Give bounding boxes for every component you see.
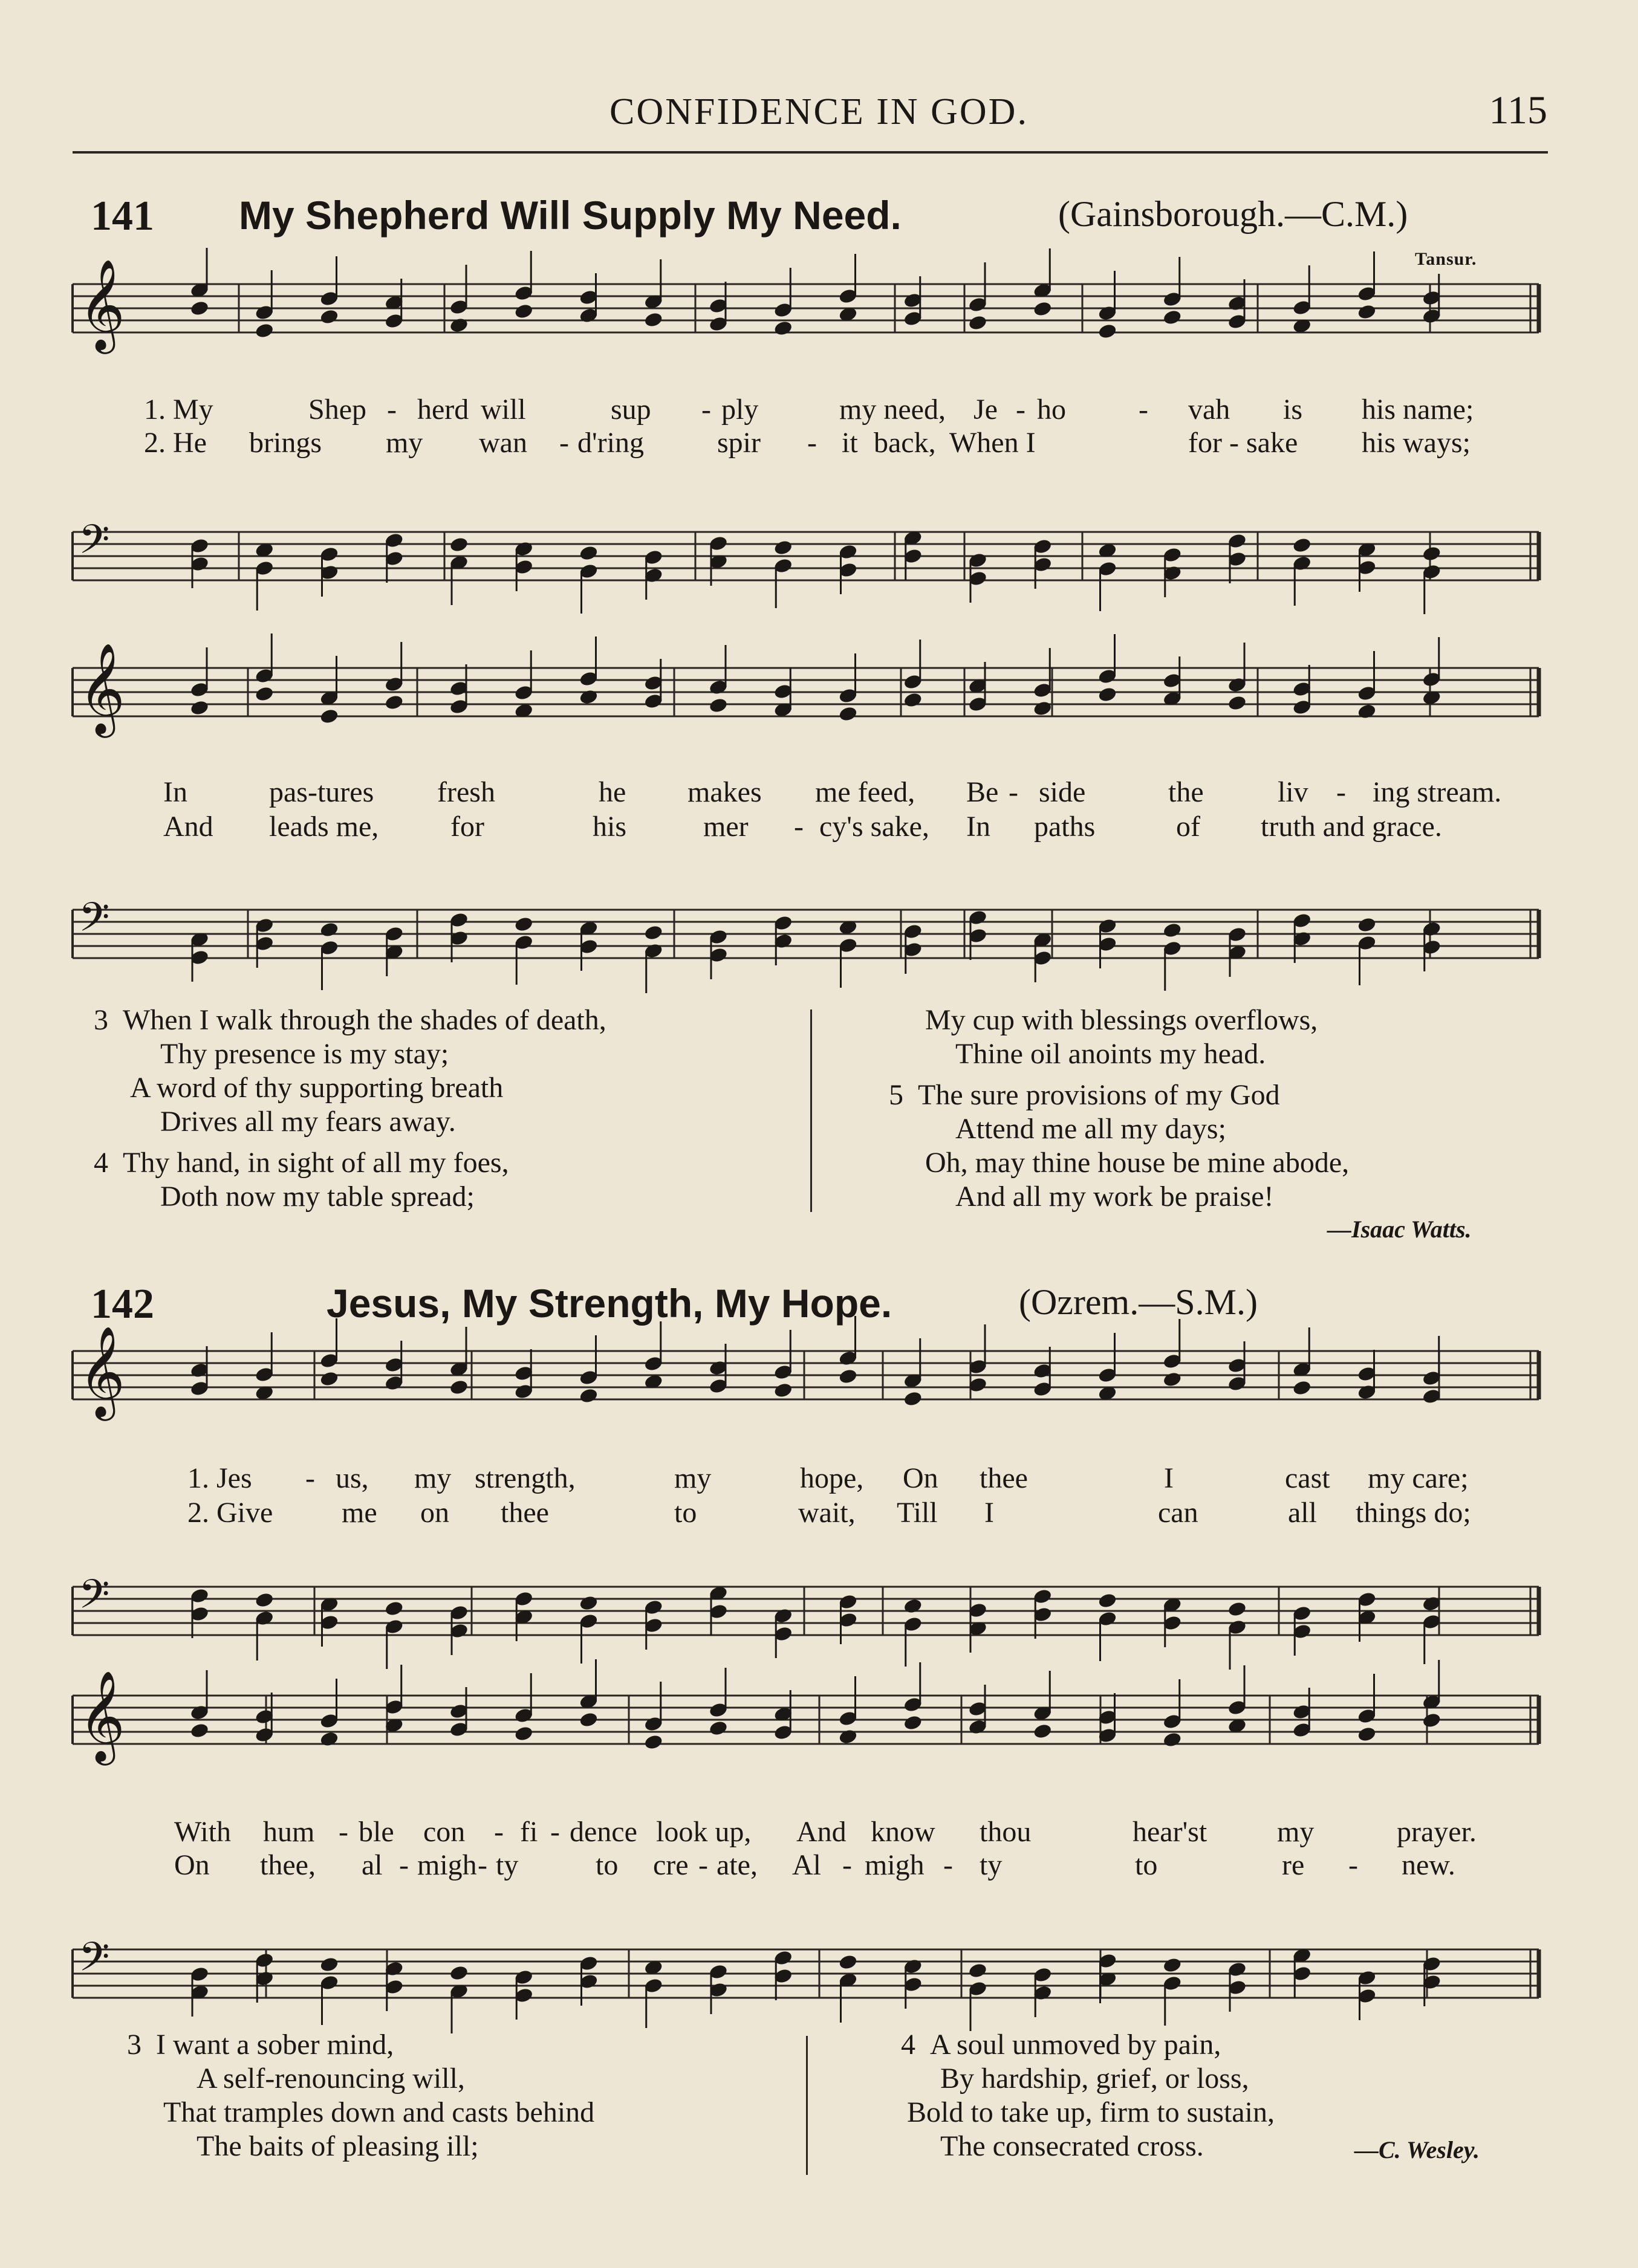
verse-line: Thine oil anoints my head. [955,1038,1266,1070]
syllable: thee, [260,1849,316,1881]
syllable: - [943,1849,953,1881]
syllable: - [305,1462,315,1494]
syllable: is [1283,394,1303,426]
note-head [1422,1712,1441,1729]
syllable: When I [949,427,1036,459]
syllable: cre [653,1849,689,1881]
note-head [189,1722,209,1739]
treble-clef-icon: 𝄞 [79,258,125,350]
syllable: Be [966,776,999,808]
note-head [773,320,793,337]
note-head [967,314,987,331]
syllable: truth and grace. [1261,811,1442,843]
syllable: wait, [798,1497,856,1529]
syllable: cast [1285,1462,1330,1494]
note-head [903,1390,923,1407]
note-head [319,1731,339,1748]
note-head [514,1725,534,1742]
syllable: things do; [1356,1497,1471,1529]
verse-line [889,1078,1554,1112]
note-head [838,705,858,722]
syllable: all [1288,1497,1317,1529]
bass-clef-icon: 𝄢 [79,1934,110,1990]
verse-line: The consecrated cross. [940,2130,1204,2162]
syllable: - [1336,776,1346,808]
syllable: - [339,1816,348,1848]
verse-line: A self-renouncing will, [197,2062,465,2095]
page-number: 115 [1489,88,1547,132]
treble-clef-icon: 𝄞 [79,1670,125,1761]
syllable: for - sake [1188,427,1298,459]
note-head [449,536,469,553]
note-head [1422,545,1441,562]
bass-clef-icon: 𝄢 [79,894,110,950]
note-head [1162,1371,1182,1388]
syllable: liv [1278,776,1308,808]
syllable: hope, [800,1462,864,1494]
note-head [1357,916,1377,933]
note-head [579,1595,599,1612]
syllable: al [362,1849,383,1881]
bass-clef-icon: 𝄢 [79,1571,110,1627]
syllable: new. [1402,1849,1455,1881]
syllable: thee [980,1462,1028,1494]
syllable: Till [897,1497,938,1529]
note-head [1227,1601,1247,1618]
note-head [449,1379,469,1396]
note-head [579,688,599,705]
running-head: CONFIDENCE IN GOD. [609,91,1029,132]
note-head [319,921,339,938]
verse-text: The sure provisions of my God [918,1079,1280,1111]
syllable: can [1158,1497,1198,1529]
syllable: strength, [475,1462,576,1494]
note-head [643,311,663,328]
syllable: vah [1188,394,1230,426]
syllable: know [871,1816,935,1848]
syllable: wan [479,427,527,459]
hymn-141-sys2-line1 [0,776,1638,812]
syllable: migh [417,1849,477,1881]
syllable: herd [417,394,469,426]
hymn-141-sys1-line1 [0,393,1638,429]
syllable: will [481,394,526,426]
hymn-142-title: Jesus, My Strength, My Hope. [327,1281,892,1326]
syllable: he [599,776,626,808]
hymn-142-sys1-line2 [0,1496,1638,1532]
syllable: Al [792,1849,821,1881]
syllable: sup [611,394,651,426]
syllable: dence [570,1816,637,1848]
syllable: In [966,811,990,843]
note-head [1357,703,1377,720]
syllable: - [698,1849,708,1881]
syllable: - [1009,776,1018,808]
verse-number: 3 [94,1004,108,1036]
hymn-142-sys2-line1 [0,1815,1638,1852]
note-head [1292,537,1312,554]
note-head [255,685,275,702]
syllable: the [1168,776,1204,808]
syllable: - [1348,1849,1358,1881]
syllable: me [342,1497,377,1529]
syllable: ty [496,1849,519,1881]
syllable: leads me, [269,811,379,843]
verse-number: 5 [889,1079,903,1111]
note-head [903,1598,923,1615]
hymn-141-sys1-line2 [0,426,1638,462]
verse-line: A word of thy supporting breath [130,1072,504,1104]
verse-line [901,2028,1566,2062]
verse-line: And all my work be praise! [955,1181,1274,1213]
syllable: ing stream. [1373,776,1502,808]
syllable: mer [703,811,749,843]
note-head [255,1592,275,1609]
hymn-142-sys2-line2 [0,1848,1638,1885]
syllable: - [387,394,397,426]
syllable: ho [1037,394,1066,426]
syllable: makes [687,776,762,808]
note-head [1033,1723,1053,1740]
note-head [189,699,209,716]
syllable: I [1164,1462,1174,1494]
syllable: Je [973,394,998,426]
note-head [449,317,469,334]
hymn-141-author: —Isaac Watts. [1327,1216,1472,1243]
syllable: to [674,1497,697,1529]
verse-line: Doth now my table spread; [160,1181,475,1213]
syllable: ply [721,394,759,426]
syllable: my [674,1462,712,1494]
verse-line: My cup with blessings overflows, [925,1004,1318,1036]
syllable: my need, [839,394,946,426]
note-head [1357,303,1377,320]
verse-line: The baits of pleasing ill; [197,2130,479,2162]
syllable: side [1039,776,1086,808]
note-head [514,916,534,933]
note-head [838,1368,858,1385]
syllable: In [163,776,187,808]
note-head [643,1734,663,1751]
syllable: fi [520,1816,538,1848]
treble-clef-icon: 𝄞 [79,642,125,734]
verse-divider [806,2036,808,2175]
note-head [319,1370,339,1387]
note-head [1162,922,1182,939]
syllable: And [163,811,213,843]
note-head [1162,309,1182,326]
syllable: my [1277,1816,1315,1848]
syllable: fresh [437,776,495,808]
note-head [1162,1957,1182,1974]
hymn-141-sys2-line2 [0,810,1638,846]
note-head [579,1711,599,1728]
syllable: my care; [1368,1462,1469,1494]
syllable: - [794,811,804,843]
verse-text: A soul unmoved by pain, [930,2029,1221,2061]
note-head [773,1382,793,1399]
syllable: - [807,427,817,459]
syllable: thou [980,1816,1032,1848]
note-head [1033,300,1053,317]
syllable: migh [865,1849,925,1881]
syllable: con [423,1816,466,1848]
note-head [838,1954,858,1971]
syllable: 1. Jes [187,1462,252,1494]
syllable: his [593,811,627,843]
note-head [384,1600,404,1617]
syllable: hum [263,1816,315,1848]
syllable: us, [336,1462,369,1494]
note-head [319,1956,339,1973]
note-head [838,1728,858,1745]
note-head [1097,1592,1117,1609]
hymn-141-number: 141 [91,193,154,239]
syllable: on [420,1497,449,1529]
note-head [773,539,793,556]
syllable: 2. Give [187,1497,273,1529]
note-head [1033,700,1053,717]
syllable: of [1176,811,1200,843]
syllable: my [386,427,423,459]
syllable: On [903,1462,938,1494]
verse-number: 4 [901,2029,915,2061]
verse-text: Thy hand, in sight of all my foes, [123,1147,509,1179]
syllable: - [550,1816,560,1848]
syllable: back, [874,427,936,459]
syllable: hear'st [1133,1816,1207,1848]
syllable: spir [717,427,761,459]
syllable: thee [501,1497,549,1529]
syllable: - [701,394,711,426]
syllable: d'ring [577,427,644,459]
syllable: ate, [717,1849,758,1881]
verse-line: That tramples down and casts behind [163,2096,595,2128]
note-head [708,1720,728,1737]
syllable: With [174,1816,232,1848]
syllable: - [1139,394,1148,426]
syllable: - [478,1849,487,1881]
note-head [579,1387,599,1404]
syllable: look up, [656,1816,752,1848]
syllable: Shep [308,394,366,426]
verse-line: Bold to take up, firm to sustain, [907,2096,1275,2128]
syllable: ty [980,1849,1003,1881]
note-head [579,545,599,562]
syllable: prayer. [1397,1816,1477,1848]
note-head [708,697,728,714]
verse-line: By hardship, grief, or loss, [940,2062,1249,2095]
note-head [1357,1726,1377,1743]
treble-clef-icon: 𝄞 [79,1325,125,1417]
hymn-141-verses-right [889,1003,1554,1214]
note-head [967,1962,987,1979]
note-head [1097,323,1117,340]
note-head [903,1714,923,1731]
syllable: And [796,1816,847,1848]
note-head [1227,695,1247,711]
syllable: - [1016,394,1025,426]
verse-divider [810,1009,812,1212]
verse-line [127,2028,792,2062]
note-head [255,322,275,339]
hymn-142-author: —C. Wesley. [1354,2136,1480,2163]
hymn-141-tune: (Gainsborough.—C.M.) [1058,194,1408,234]
syllable: brings [249,427,322,459]
syllable: 2. He [144,427,207,459]
note-head [189,300,209,317]
note-head [449,1965,469,1981]
syllable: his name; [1362,394,1474,426]
syllable: my [414,1462,452,1494]
syllable: ble [359,1816,394,1848]
syllable: I [984,1497,994,1529]
syllable: his ways; [1362,427,1471,459]
syllable: pas-tures [269,776,374,808]
verse-text: I want a sober mind, [156,2029,394,2061]
hymn-141-title: My Shepherd Will Supply My Need. [239,193,902,238]
note-head [643,924,663,941]
syllable: it [842,427,858,459]
hymn-142-sys1-line1 [0,1462,1638,1498]
hymn-142-number: 142 [91,1281,154,1327]
note-head [1162,1731,1182,1748]
note-head [1097,686,1117,703]
note-head [1292,1379,1312,1396]
syllable: 1. My [144,394,213,426]
verse-line: Thy presence is my stay; [160,1038,449,1070]
hymn-141-verses-left [94,1003,795,1214]
hymn-142-verses-left [127,2028,792,2163]
verse-number: 4 [94,1147,108,1179]
verse-line: Oh, may thine house be mine abode, [925,1147,1350,1179]
syllable: re [1282,1849,1305,1881]
verse-line [94,1003,795,1037]
syllable: for [450,811,484,843]
hymn-141-composer: Tansur. [1415,249,1477,269]
syllable: On [174,1849,210,1881]
syllable: to [1135,1849,1158,1881]
note-head [319,708,339,725]
syllable: to [596,1849,619,1881]
verse-line: Attend me all my days; [955,1113,1226,1145]
syllable: me feed, [815,776,915,808]
syllable: paths [1034,811,1096,843]
note-head [319,308,339,325]
syllable: - [559,427,569,459]
note-head [903,692,923,708]
verse-number: 3 [127,2029,141,2061]
syllable: - [842,1849,852,1881]
syllable: cy's sake, [819,811,929,843]
note-head [384,694,404,711]
note-head [514,303,534,320]
syllable: - [399,1849,409,1881]
bass-clef-icon: 𝄢 [79,516,110,572]
hymn-142-tune: (Ozrem.—S.M.) [1019,1282,1258,1322]
verse-line: Drives all my fears away. [160,1106,456,1138]
verse-text: When I walk through the shades of death, [123,1004,606,1036]
syllable: - [494,1816,504,1848]
verse-line [94,1146,795,1180]
